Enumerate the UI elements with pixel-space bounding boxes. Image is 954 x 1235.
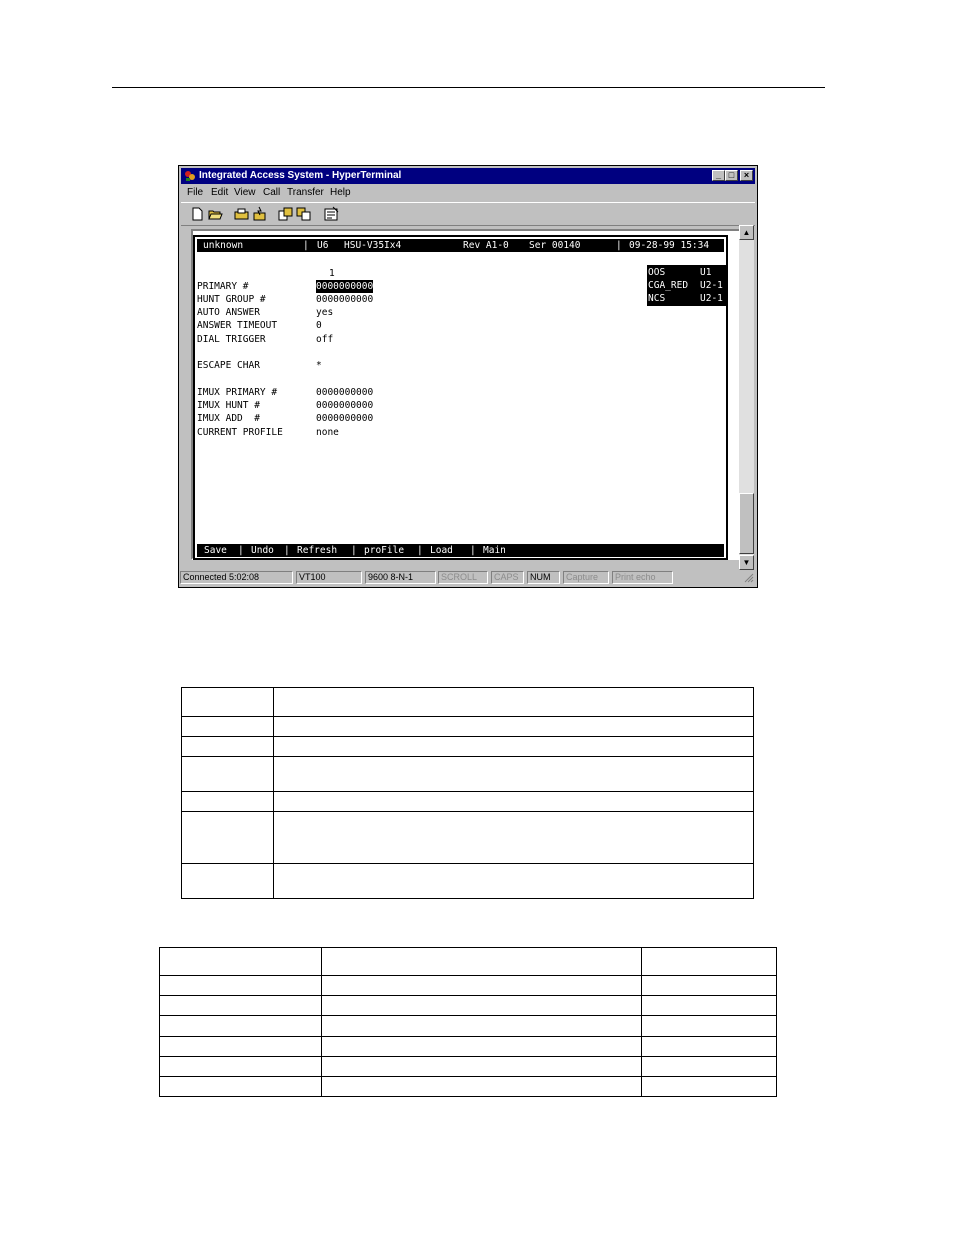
table-cell [160,1037,322,1057]
terminal-header-bar [197,239,724,252]
status-print-echo: Print echo [612,571,673,584]
field-label-answer-timeout: ANSWER TIMEOUT [197,320,278,331]
table-cell [160,1016,322,1037]
open-button[interactable] [207,206,224,222]
table-cell [182,757,274,792]
vertical-scrollbar[interactable] [739,225,754,570]
table-cell [322,948,642,976]
table-cell [322,1057,642,1077]
menu-transfer[interactable]: Transfer [287,187,324,198]
alarm-name: OOS [648,267,666,278]
alarm-name: CGA_RED [648,280,689,291]
table-cell [322,996,642,1016]
command-separator: | [351,545,357,556]
table-cell [274,757,754,792]
field-label-escape-char: ESCAPE CHAR [197,360,260,371]
field-value-auto-answer[interactable]: yes [316,307,334,318]
field-label-imux-primary: IMUX PRIMARY # [197,387,278,398]
window-title: Integrated Access System - HyperTerminal [199,170,402,181]
field-label-current-profile: CURRENT PROFILE [197,427,283,438]
open-icon [207,206,224,222]
table-cell [182,792,274,812]
header-rule [112,87,825,88]
command-main[interactable]: Main [483,545,506,556]
field-value-current-profile[interactable]: none [316,427,339,438]
table-cell [274,812,754,864]
table-cell [182,688,274,717]
command-separator: | [417,545,423,556]
table-cell [642,1057,777,1077]
command-refresh[interactable]: Refresh [297,545,338,556]
table-cell [274,717,754,737]
toolbar [181,202,755,226]
command-save[interactable]: Save [204,545,227,556]
field-label-imux-hunt: IMUX HUNT # [197,400,260,411]
alarm-status-panel [647,265,726,306]
alarm-name: NCS [648,293,666,304]
field-label-dial-trigger: DIAL TRIGGER [197,334,266,345]
alarm-unit: U2-1 [700,293,723,304]
command-undo[interactable]: Undo [251,545,274,556]
send-button[interactable] [277,206,294,222]
command-separator: | [284,545,290,556]
arrow-up-icon: ▲ [742,228,751,237]
scroll-up-button[interactable] [739,225,754,240]
table-cell [322,976,642,996]
port-column-label: 1 [329,268,335,279]
menu-help[interactable]: Help [330,187,351,198]
table-cell [160,1077,322,1097]
alarm-unit: U2-1 [700,280,723,291]
maximize-icon: □ [728,170,735,180]
status-num: NUM [527,571,560,584]
header-separator: | [616,240,622,251]
title-bar[interactable] [181,168,755,184]
table-cell [274,688,754,717]
field-value-hunt-group[interactable]: 0000000000 [316,294,374,305]
parameter-table [181,687,754,899]
field-label-imux-add: IMUX ADD # [197,413,260,424]
table-cell [322,1016,642,1037]
table-cell [182,737,274,757]
table-cell [160,1057,322,1077]
header-card: HSU-V35Ix4 [344,240,402,251]
receive-button[interactable] [295,206,312,222]
header-datetime: 09-28-99 15:34 [629,240,710,251]
header-slot: U6 [317,240,329,251]
new-icon [189,206,206,222]
header-ser: Ser 00140 [529,240,581,251]
disconnect-icon [251,206,268,222]
table-cell [160,976,322,996]
field-value-answer-timeout[interactable]: 0 [316,320,322,331]
terminal-screen[interactable] [193,235,728,560]
field-value-imux-hunt[interactable]: 0000000000 [316,400,374,411]
table-cell [274,737,754,757]
field-value-imux-add[interactable]: 0000000000 [316,413,374,424]
status-caps: CAPS [491,571,524,584]
menu-call[interactable]: Call [263,187,281,198]
command-bar [197,544,724,557]
new-button[interactable] [189,206,206,222]
close-button[interactable] [740,170,753,181]
field-value-escape-char[interactable]: * [316,360,322,371]
table-cell [274,864,754,899]
table-cell [182,812,274,864]
connect-button[interactable] [233,206,250,222]
command-separator: | [470,545,476,556]
table-cell [182,717,274,737]
properties-icon [323,206,340,222]
minimize-icon: _ [715,170,721,180]
status-connected: Connected 5:02:08 [180,571,293,584]
table-cell [642,996,777,1016]
command-profile[interactable]: proFile [364,545,405,556]
minimize-button[interactable] [712,170,725,181]
table-cell [322,1077,642,1097]
options-table [159,947,777,1097]
status-scroll: SCROLL [438,571,488,584]
arrow-down-icon: ▼ [742,558,751,567]
command-load[interactable]: Load [430,545,453,556]
table-cell [642,976,777,996]
maximize-button[interactable] [725,170,738,181]
table-cell [322,1037,642,1057]
scroll-down-button[interactable] [739,555,754,570]
field-label-auto-answer: AUTO ANSWER [197,307,260,318]
alarm-unit: U1 [700,267,712,278]
field-value-primary[interactable]: 0000000000 [316,281,374,292]
receive-icon [295,206,312,222]
header-separator: | [303,240,309,251]
status-emulation: VT100 [296,571,362,584]
table-cell [642,1037,777,1057]
scrollbar-thumb[interactable] [739,493,754,554]
menu-file[interactable]: File [187,187,204,198]
hyperterminal-app-icon [184,170,196,182]
field-value-imux-primary[interactable]: 0000000000 [316,387,374,398]
connect-icon [233,206,250,222]
disconnect-button[interactable] [251,206,268,222]
field-label-primary: PRIMARY # [197,281,249,292]
properties-button[interactable] [323,206,340,222]
header-name: unknown [203,240,244,251]
table-cell [160,996,322,1016]
command-separator: | [238,545,244,556]
status-bar [180,570,756,585]
table-cell [642,948,777,976]
table-cell [642,1077,777,1097]
table-cell [274,792,754,812]
field-label-hunt-group: HUNT GROUP # [197,294,266,305]
close-icon: × [743,170,750,180]
status-settings: 9600 8-N-1 [365,571,436,584]
table-cell [182,864,274,899]
resize-grip-icon[interactable] [743,572,754,583]
field-value-dial-trigger[interactable]: off [316,334,334,345]
table-cell [642,1016,777,1037]
menu-view[interactable]: View [234,187,256,198]
menu-bar [181,185,755,200]
table-cell [160,948,322,976]
status-capture: Capture [563,571,609,584]
send-icon [277,206,294,222]
menu-edit[interactable]: Edit [211,187,229,198]
header-rev: Rev A1-0 [463,240,509,251]
